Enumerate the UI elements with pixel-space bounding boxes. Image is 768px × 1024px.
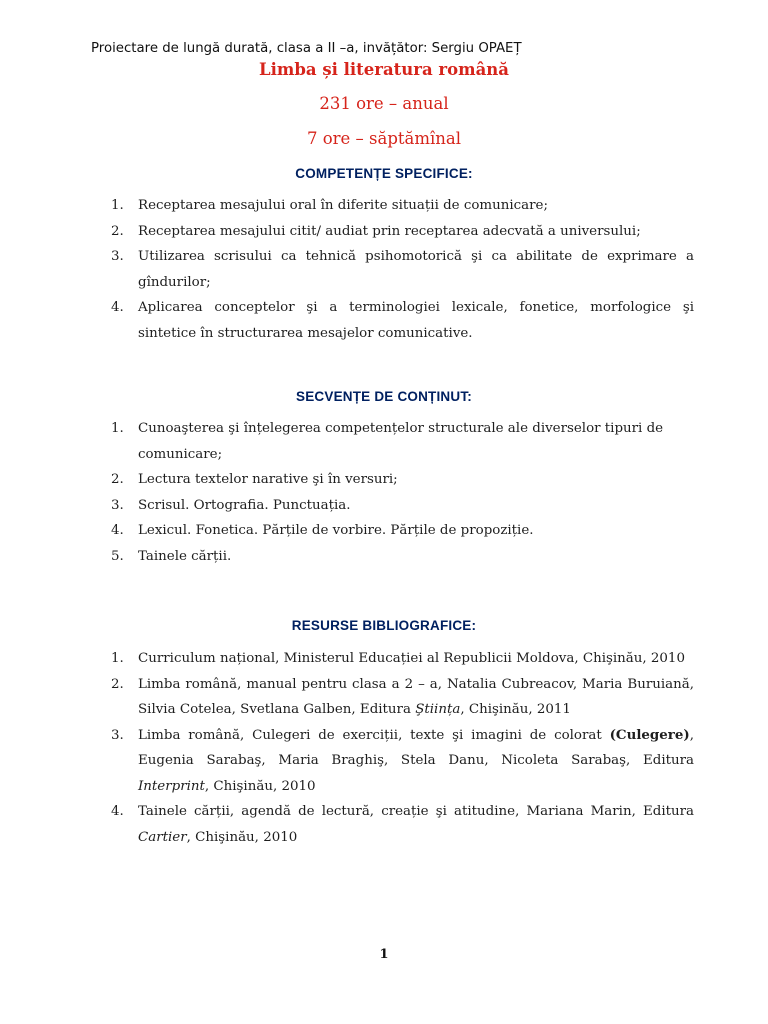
list-number: 1.	[111, 198, 124, 213]
list-item-text: Receptarea mesajului oral în diferite situații de comunicare;	[138, 198, 548, 213]
list-item-text: Lectura textelor narative şi în versuri;	[138, 472, 398, 487]
list-item-text: Utilizarea scrisului ca tehnică psihomotorică şi ca abilitate de exprimare a gîndurilor;	[138, 249, 694, 290]
list-item-text: Aplicarea conceptelor şi a terminologiei lexicale, fonetice, morfologice şi sintetice în structurarea mesajelor comunicative.	[138, 300, 694, 341]
list-number: 5.	[111, 548, 124, 564]
list-item	[108, 467, 694, 493]
list-number: 3.	[111, 497, 124, 513]
list-number: 2.	[111, 223, 124, 239]
publisher-name: Cartier	[138, 829, 187, 845]
list-number: 1.	[111, 651, 124, 666]
list-item	[108, 493, 694, 519]
list-item	[108, 672, 694, 723]
list-item	[108, 416, 694, 467]
subject-title: Limba și literatura română	[259, 60, 509, 79]
list-item	[108, 219, 694, 245]
publisher-name: Interprint	[138, 778, 205, 794]
secvente-list	[108, 416, 694, 569]
list-item-text: Limba română, manual pentru clasa a 2 – a, Natalia Cubreacov, Maria Buruiană, Silvia Cotelea, Svetlana Galben, Editura	[138, 676, 694, 717]
page-header: Proiectare de lungă durată, clasa a II –a, invățător: Sergiu OPAEȚ	[91, 41, 522, 56]
list-item	[108, 723, 694, 800]
list-number: 3.	[111, 249, 124, 264]
publisher-name: Ştiința	[415, 702, 461, 717]
list-item	[108, 295, 694, 346]
list-item	[108, 544, 694, 570]
list-number: 4.	[111, 804, 124, 819]
list-item	[108, 799, 694, 850]
list-item-text: , Chişinău, 2010	[186, 829, 298, 845]
list-item	[108, 244, 694, 295]
list-item-text: Limba română, Culegeri de exerciții, texte şi imagini de colorat	[138, 727, 610, 743]
weekly-hours: 7 ore – săptămînal	[306, 129, 462, 148]
list-item-text: , Chişinău, 2011	[460, 702, 571, 717]
list-item-text: Tainele cărții.	[138, 548, 232, 564]
list-number: 1.	[111, 421, 124, 436]
list-item-text: Scrisul. Ortografia. Punctuația.	[138, 497, 351, 513]
list-item-text: Receptarea mesajului citit/ audiat prin receptarea adecvată a universului;	[138, 223, 641, 239]
list-item-text: Curriculum național, Ministerul Educației al Republicii Moldova, Chişinău, 2010	[138, 651, 685, 666]
list-item-text: , Chişinău, 2010	[204, 778, 316, 794]
section-title-competente: COMPETENȚE SPECIFICE:	[295, 166, 473, 181]
list-number: 4.	[111, 523, 124, 538]
resurse-list	[108, 646, 694, 850]
list-item	[108, 193, 694, 219]
list-item-text: Lexicul. Fonetica. Părțile de vorbire. Părțile de propoziție.	[138, 523, 534, 538]
list-number: 2.	[111, 472, 124, 487]
list-number: 4.	[111, 300, 124, 315]
section-title-resurse: RESURSE BIBLIOGRAFICE:	[291, 618, 477, 633]
section-title-secvente: SECVENȚE DE CONȚINUT:	[296, 389, 472, 404]
annual-hours: 231 ore – anual	[319, 94, 449, 113]
list-number: 3.	[111, 727, 124, 743]
list-item-text: , Eugenia Sarabaş, Maria Braghiş, Stela Danu, Nicoleta Sarabaş, Editura	[138, 727, 694, 768]
list-item	[108, 646, 694, 672]
page-number: 1	[379, 947, 389, 962]
list-item	[108, 518, 694, 544]
competente-list	[108, 193, 694, 346]
list-number: 2.	[111, 676, 124, 692]
list-item-text: Tainele cărții, agendă de lectură, creație şi atitudine, Mariana Marin, Editura	[138, 804, 694, 819]
bold-label: (Culegere)	[609, 726, 690, 743]
list-item-text: Cunoaşterea şi înțelegerea competențelor structurale ale diverselor tipuri de comunicare;	[138, 421, 664, 462]
